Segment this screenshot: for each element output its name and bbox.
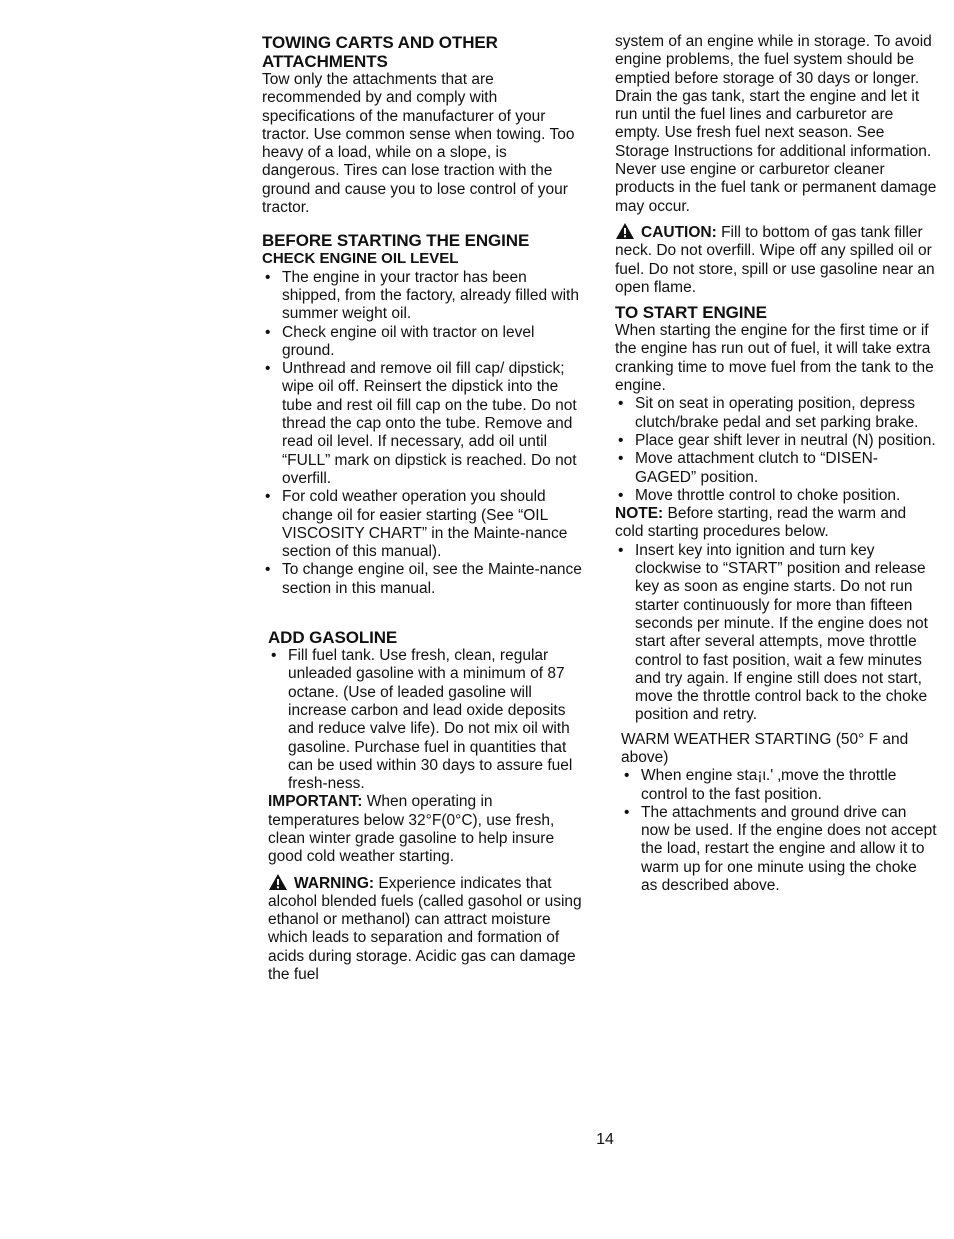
warning-icon: [268, 873, 288, 891]
list-item: • The engine in your tractor has been shipped, from the factory, already filled with summer weight oil.: [262, 269, 586, 324]
warning-note: [268, 873, 586, 985]
list-item: • The attachments and ground drive can now be used. If the engine does not accept the load, restart the engine and allow it to warm up for one minute using the choke as described above.: [621, 804, 937, 895]
storage-continued-paragraph: system of an engine while in storage. To avoid engine problems, the fuel system should be emptied before storage of 30 days or longer. Drain the gas tank, start the engine and let it run until the fuel lines and carburetor are empty. Use fresh fuel next season. See Storage Instructions for additional information. Never use engine or carburetor cleaner products in the fuel tank or permanent damage may occur.: [615, 33, 937, 215]
towing-section: [262, 33, 586, 217]
warm-weather-section: [621, 731, 937, 896]
start-engine-list: [615, 395, 937, 505]
list-item: • Insert key into ignition and turn key clockwise to “START” position and release key as soon as engine starts. Do not run starter continuously for more than fifteen seconds per minute. If the engine does not start after several attempts, move throttle control to fast position, wait a few minutes and try again. If engine still does not start, move the throttle control back to the choke position and retry.: [615, 542, 937, 725]
important-text: When operating in temperatures below 32°F(0°C), use fresh, clean winter grade gasoline to help insure good cold weather starting.: [268, 793, 555, 866]
list-item: • Fill fuel tank. Use fresh, clean, regular unleaded gasoline with a minimum of 87 octane. (Use of leaded gasoline will increase carbon and lead oxide deposits and reduce valve life). Do not mix oil with gasoline. Purchase fuel in quantities that can be used within 30 days to assure fuel fresh-ness.: [268, 647, 586, 793]
note-paragraph: [615, 505, 937, 542]
list-item: • Sit on seat in operating position, depress clutch/brake pedal and set parking brake.: [615, 395, 937, 432]
caution-note: [615, 222, 937, 297]
right-column: [615, 33, 937, 895]
warning-text: Experience indicates that alcohol blended fuels (called gasohol or using ethanol or methanol) can attract moisture which leads to separation and formation of acids during storage. Acidic gas can damage the fuel: [268, 874, 582, 984]
towing-heading: [262, 33, 586, 71]
list-item: • To change engine oil, see the Mainte-nance section in this manual.: [262, 561, 586, 598]
towing-heading-line-1: TOWING CARTS AND OTHER: [262, 33, 498, 52]
list-item: • When engine sta¡ι.' ‚move the throttle control to the fast position.: [621, 767, 937, 804]
gasoline-list: [268, 647, 586, 793]
start-engine-heading: TO START ENGINE: [615, 303, 767, 323]
important-label: IMPORTANT:: [268, 793, 363, 811]
warning-icon: [615, 222, 635, 240]
ignition-list: [615, 542, 937, 725]
add-gasoline-section: [268, 628, 586, 984]
warm-weather-list: [621, 767, 937, 895]
list-item: • Unthread and remove oil fill cap/ dipstick; wipe oil off. Reinsert the dipstick into the tube and rest oil fill cap on the tube. Do not thread the cap onto the tube. Remove and read oil level. If necessary, add oil until “FULL” mark on dipstick is reached. Do not overfill.: [262, 360, 586, 488]
towing-paragraph: Tow only the attachments that are recommended by and comply with specifications of the manufacturer of your tractor. Use common sense when towing. Too heavy of a load, while on a slope, is dangerous. Tires can lose traction with the ground and cause you to lose control of your tractor.: [262, 71, 575, 217]
list-item: • Move throttle control to choke position.: [615, 487, 937, 505]
towing-heading-line-2: ATTACHMENTS: [262, 52, 388, 71]
left-column: [262, 33, 586, 984]
add-gasoline-heading: ADD GASOLINE: [268, 628, 398, 648]
before-starting-heading: BEFORE STARTING THE ENGINE: [262, 231, 530, 251]
list-item: • Place gear shift lever in neutral (N) position.: [615, 432, 937, 450]
caution-label: CAUTION:: [641, 223, 717, 241]
note-text: Before starting, read the warm and cold starting procedures below.: [615, 505, 907, 541]
important-note: [268, 793, 586, 866]
start-engine-section: [615, 303, 937, 725]
list-item: • Check engine oil with tractor on level ground.: [262, 324, 586, 361]
warm-weather-heading: WARM WEATHER STARTING (50° F and above): [621, 730, 909, 766]
list-item: • For cold weather operation you should change oil for easier starting (See “OIL VISCOSITY CHART” in the Mainte-nance section of this manual).: [262, 488, 586, 561]
page-number: 14: [596, 1131, 614, 1148]
list-item: • Move attachment clutch to “DISEN-GAGED” position.: [615, 450, 937, 487]
before-starting-section: [262, 231, 586, 598]
check-oil-subheading: CHECK ENGINE OIL LEVEL: [262, 250, 459, 268]
caution-text: Fill to bottom of gas tank filler neck. Do not overfill. Wipe off any spilled oil or fuel. Do not store, spill or use gasoline near an open flame.: [615, 223, 935, 296]
check-oil-list: [262, 269, 586, 598]
start-engine-intro: When starting the engine for the first time or if the engine has run out of fuel, it will take extra cranking time to move fuel from the tank to the engine.: [615, 322, 934, 395]
note-label: NOTE:: [615, 505, 664, 523]
warning-label: WARNING:: [294, 874, 375, 892]
